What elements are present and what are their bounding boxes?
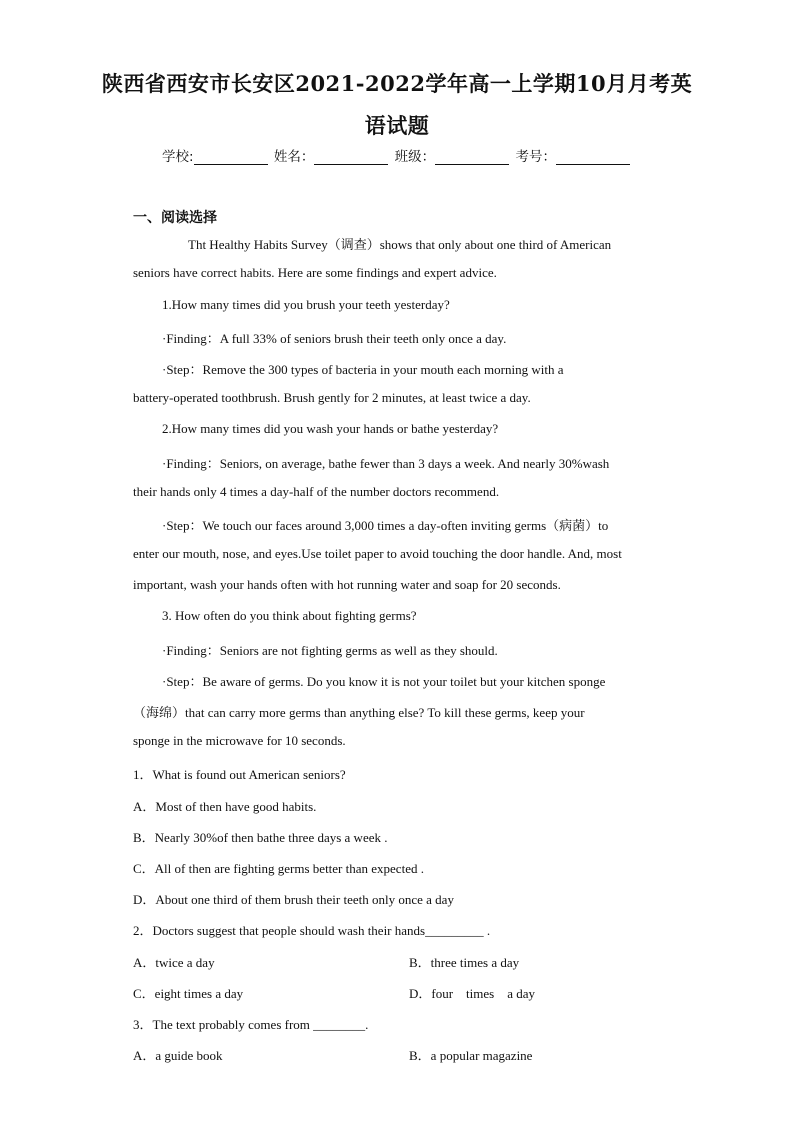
- passage-q3-step-1: ·Step：Be aware of germs. Do you know it is not your toilet but your kitchen sponge: [162, 674, 606, 689]
- question-3-option-b[interactable]: B．a popular magazine: [409, 1048, 533, 1063]
- class-label: 班级：: [394, 149, 436, 165]
- page-title-line-1: 陕西省西安市长安区2021-2022学年高一上学期10月月考英: [101, 71, 693, 96]
- passage-q2: 2.How many times did you wash your hands or bathe yesterday?: [162, 421, 499, 436]
- exam-number-label: 考号：: [515, 149, 556, 165]
- passage-q1-finding: ·Finding：A full 33% of seniors brush their teeth only once a day.: [162, 331, 507, 346]
- passage-q3-finding: ·Finding：Seniors are not fighting germs as well as they should.: [162, 643, 498, 658]
- question-2-option-a[interactable]: A．twice a day: [133, 955, 215, 970]
- passage-intro-line-2: seniors have correct habits. Here are some findings and expert advice.: [133, 265, 497, 280]
- question-2-option-c[interactable]: C．eight times a day: [133, 986, 244, 1001]
- question-3-stem: 3．The text probably comes from ________.: [133, 1017, 369, 1032]
- passage-q3-step-3: sponge in the microwave for 10 seconds.: [133, 733, 346, 748]
- question-2-option-d[interactable]: D．four times a day: [409, 986, 536, 1001]
- school-blank[interactable]: [194, 150, 268, 165]
- question-1-option-c[interactable]: C．All of then are fighting germs better than expected .: [133, 861, 424, 876]
- question-2-stem: 2．Doctors suggest that people should wash their hands_________ .: [133, 923, 491, 938]
- question-2-option-b[interactable]: B．three times a day: [409, 955, 520, 970]
- question-3-option-a[interactable]: A．a guide book: [133, 1048, 223, 1063]
- question-1-option-b[interactable]: B．Nearly 30%of then bathe three days a week .: [133, 830, 388, 845]
- passage-q1: 1.How many times did you brush your teeth yesterday?: [162, 297, 450, 312]
- question-1-stem: 1．What is found out American seniors?: [133, 767, 346, 782]
- passage-q2-step-2: enter our mouth, nose, and eyes.Use toilet paper to avoid touching the door handle. And, most: [133, 546, 622, 561]
- page-title-line-2: 语试题: [364, 113, 430, 138]
- class-blank[interactable]: [435, 150, 509, 165]
- question-1-option-a[interactable]: A．Most of then have good habits.: [133, 799, 317, 814]
- passage-intro-line-1: Tht Healthy Habits Survey（调查）shows that only about one third of American: [188, 237, 612, 252]
- passage-q3: 3. How often do you think about fighting germs?: [162, 608, 417, 623]
- question-1-option-d[interactable]: D．About one third of them brush their teeth only once a day: [133, 892, 454, 907]
- passage-q2-finding-2: their hands only 4 times a day-half of the number doctors recommend.: [133, 484, 500, 499]
- name-label: 姓名：: [273, 149, 315, 165]
- passage-q2-step-1: ·Step：We touch our faces around 3,000 times a day-often inviting germs（病菌）to: [162, 518, 609, 533]
- passage-q2-step-3: important, wash your hands often with hot running water and soap for 20 seconds.: [133, 577, 561, 592]
- passage-q1-step-2: battery-operated toothbrush. Brush gently for 2 minutes, at least twice a day.: [133, 390, 531, 405]
- section-heading: 一、阅读选择: [133, 210, 217, 226]
- exam-number-blank[interactable]: [556, 150, 630, 165]
- passage-q1-step-1: ·Step：Remove the 300 types of bacteria in your mouth each morning with a: [162, 362, 564, 377]
- passage-q2-finding-1: ·Finding：Seniors, on average, bathe fewer than 3 days a week. And nearly 30%wash: [162, 456, 610, 471]
- school-label: 学校:: [162, 149, 194, 165]
- student-info-row: [0, 145, 794, 165]
- passage-q3-step-2: （海绵）that can carry more germs than anything else? To kill these germs, keep your: [133, 705, 585, 720]
- name-blank[interactable]: [314, 150, 388, 165]
